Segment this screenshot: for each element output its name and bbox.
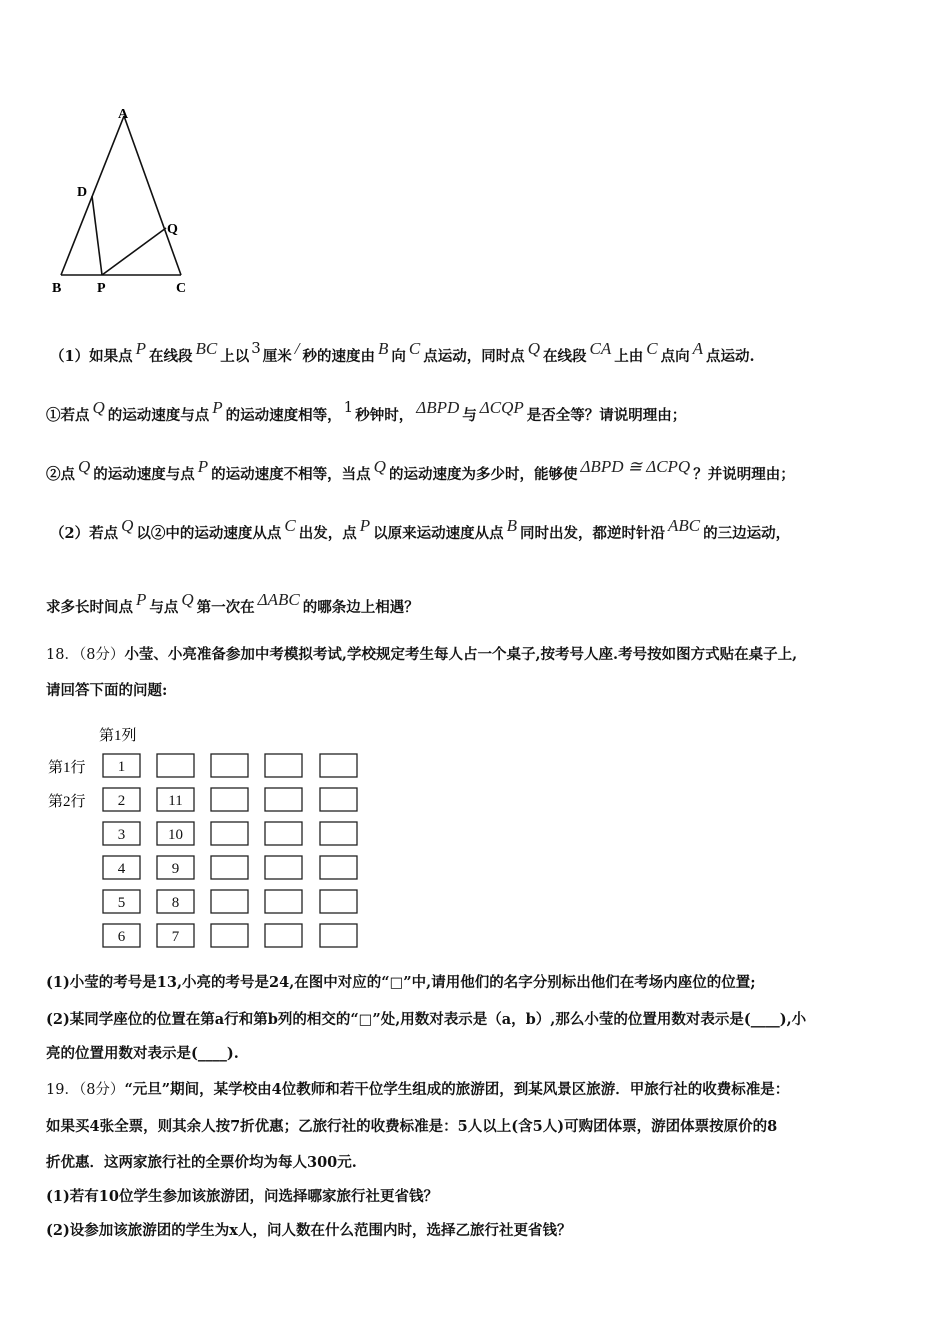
seat-grid: [40, 718, 370, 954]
text: 以原来运动速度从点: [373, 525, 504, 542]
text: 的运动速度与点: [107, 407, 210, 424]
text: 点向: [660, 348, 690, 365]
math-q: Q: [78, 457, 91, 476]
text: 与点: [149, 599, 179, 616]
text: 秒的速度由: [302, 348, 375, 365]
text: （2）若点: [50, 525, 119, 542]
math-a: A: [692, 339, 703, 358]
math-ca: CA: [589, 339, 612, 358]
q19-line1: [46, 1080, 789, 1100]
text: 上以: [220, 348, 250, 365]
seat-number: 5: [117, 895, 126, 911]
math-p: P: [197, 457, 209, 476]
q18-sub2-line2: 亮的位置用数对表示是(____).: [46, 1045, 239, 1062]
label-b: B: [52, 281, 62, 296]
math-q: Q: [92, 398, 105, 417]
q18-line1: [46, 645, 797, 665]
seat-box: [265, 788, 302, 811]
q19-line2: 如果买4张全票，则其余人按7折优惠；乙旅行社的收费标准是：5人以上(含5人)可购团体票，游团体票按原价的8: [46, 1118, 778, 1135]
text: 小莹、小亮准备参加中考模拟考试,学校规定考生每人占一个桌子,按考号人座.考号按如图方式贴在桌子上,: [124, 646, 798, 663]
row-label-1: 第1行: [48, 760, 86, 776]
text: 点运动.: [705, 348, 755, 365]
math-b: B: [506, 516, 517, 535]
text: 的运动速度为多少时，能够使: [388, 466, 578, 483]
seat-box: [211, 788, 248, 811]
seat-number: 11: [168, 793, 183, 809]
column-label: 第1列: [99, 728, 137, 744]
label-q: Q: [167, 222, 178, 237]
text: 的哪条边上相遇？: [302, 599, 419, 616]
seat-box: [320, 890, 357, 913]
q19-sub2: (2)设参加该旅游团的学生为x人，问人数在什么范围内时，选择乙旅行社更省钱？: [46, 1222, 572, 1239]
question-number: 18．（8分）: [46, 647, 125, 663]
question-number: 19．（8分）: [46, 1082, 125, 1098]
seat-box: [211, 924, 248, 947]
seat-box: [320, 924, 357, 947]
triangle-figure: [40, 100, 210, 300]
seat-box: [211, 754, 248, 777]
seat-box: [265, 754, 302, 777]
math-c: C: [284, 516, 296, 535]
text: 在线段: [543, 348, 587, 365]
seat-number: 8: [171, 895, 180, 911]
q19-sub1: (1)若有10位学生参加该旅游团，问选择哪家旅行社更省钱？: [46, 1188, 438, 1205]
text: 是否全等？请说明理由；: [526, 407, 687, 424]
seat-number: 3: [117, 827, 126, 843]
row-label-2: 第2行: [48, 794, 86, 810]
q19-line3: 折优惠．这两家旅行社的全票价均为每人300元.: [46, 1154, 357, 1171]
text: 向: [391, 348, 406, 365]
q17-sub2-line: [46, 457, 795, 485]
text: 的运动速度相等，: [225, 407, 342, 424]
text: 点运动，同时点: [423, 348, 525, 365]
math-bc: BC: [195, 339, 218, 358]
math-q: Q: [373, 457, 386, 476]
text: 的三边运动，: [703, 525, 791, 542]
q18-sub2-line1: (2)某同学座位的位置在第a行和第b列的相交的“□”处,用数对表示是（a，b）,那么小莹的位置用数对表示是(____),小: [46, 1011, 807, 1028]
seat-box: [211, 822, 248, 845]
seat-number: 1: [117, 759, 126, 775]
text: 厘米: [262, 348, 292, 365]
seat-number: 9: [171, 861, 180, 877]
text: 的运动速度与点: [93, 466, 195, 483]
text: ？并说明理由；: [693, 466, 795, 483]
text: “元旦”期间，某学校由4位教师和若干位学生组成的旅游团，到某风景区旅游．甲旅行社的收费标准是：: [124, 1081, 790, 1098]
math-abc: ΔABC: [257, 590, 300, 609]
math-q: Q: [181, 590, 194, 609]
math-p: P: [136, 590, 147, 609]
seat-number: 2: [117, 793, 126, 809]
seat-number: 6: [117, 929, 126, 945]
seat-box: [265, 856, 302, 879]
text: 与: [462, 407, 477, 424]
seat-box: [320, 788, 357, 811]
text: 同时出发，都逆时针沿: [520, 525, 665, 542]
text: ②点: [46, 466, 75, 483]
text: ①若点: [46, 407, 90, 424]
seat-box: [265, 890, 302, 913]
seat-box: [157, 754, 194, 777]
math-p: P: [359, 516, 371, 535]
text: 第一次在: [196, 599, 255, 616]
seat-number: 4: [117, 861, 126, 877]
q17-sub1-line: [46, 398, 687, 426]
math-abc: ABC: [668, 516, 701, 535]
math-cqp: ΔCQP: [479, 398, 524, 417]
label-p: P: [97, 281, 106, 296]
text: （1）如果点: [50, 348, 133, 365]
text: 上由: [614, 348, 644, 365]
text: 出发，点: [298, 525, 357, 542]
seat-box: [265, 822, 302, 845]
q18-line2: 请回答下面的问题:: [46, 682, 168, 699]
q17-part2-line: [50, 516, 791, 544]
math-c: C: [408, 339, 421, 358]
math-three: 3: [251, 339, 261, 357]
seat-box: [320, 754, 357, 777]
text: 以②中的运动速度从点: [136, 525, 282, 542]
q17-part1-line: [50, 339, 755, 367]
math-slash: /: [294, 339, 300, 358]
math-one: 1: [343, 398, 354, 416]
seat-box: [320, 822, 357, 845]
math-p: P: [135, 339, 146, 358]
math-b: B: [378, 339, 389, 358]
q17-part2-line2: [46, 590, 419, 618]
seat-box: [211, 856, 248, 879]
label-a: A: [118, 107, 129, 122]
seat-box: [320, 856, 357, 879]
math-q: Q: [527, 339, 541, 358]
text: 求多长时间点: [46, 599, 133, 616]
seat-box: [265, 924, 302, 947]
text: 在线段: [148, 348, 193, 365]
label-d: D: [77, 185, 88, 200]
math-congruence: ΔBPD ≅ ΔCPQ: [580, 457, 691, 476]
seat-box: [211, 890, 248, 913]
q18-sub1: (1)小莹的考号是13,小亮的考号是24,在图中对应的“□”中,请用他们的名字分别标出他们在考场内座位的位置;: [46, 974, 756, 991]
text: 的运动速度不相等，当点: [211, 466, 371, 483]
math-p: P: [212, 398, 223, 417]
seat-number: 7: [171, 929, 180, 945]
math-q: Q: [121, 516, 134, 535]
seat-number: 10: [168, 827, 183, 843]
math-bpd: ΔBPD: [416, 398, 460, 417]
math-c: C: [646, 339, 658, 358]
text: 秒钟时，: [355, 407, 414, 424]
label-c: C: [176, 281, 187, 296]
